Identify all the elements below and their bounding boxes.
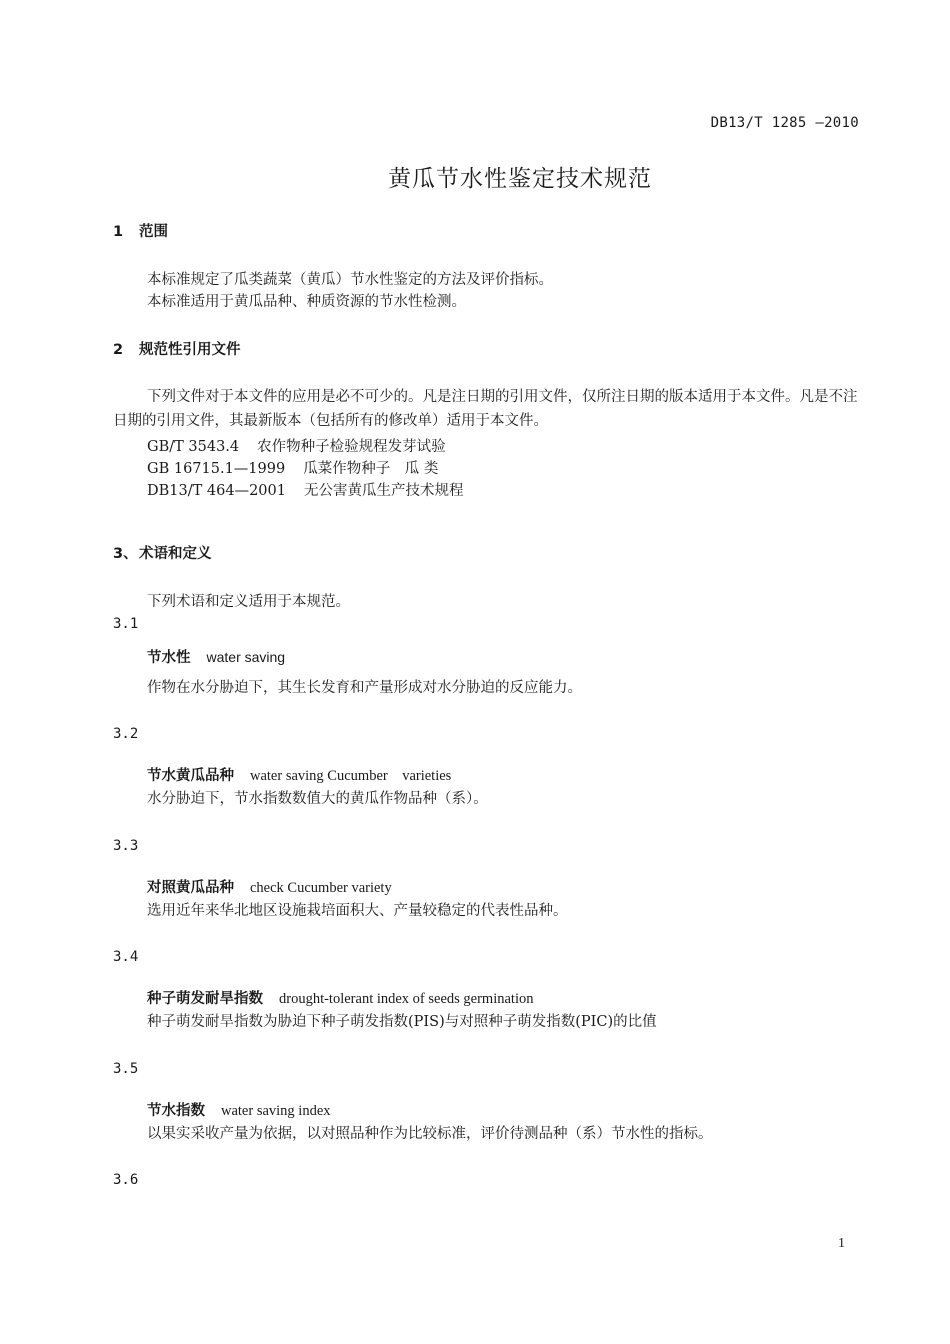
document-title: 黄瓜节水性鉴定技术规范 [388,166,652,192]
term-heading [147,764,451,785]
term-zh: 节水指数 [147,1103,205,1119]
subsection-number: 3.1 [113,616,139,632]
subsection-number: 3.2 [113,726,139,742]
term-en: water saving index [221,1103,331,1119]
term-definition: 种子萌发耐旱指数为胁迫下种子萌发指数(PIS)与对照种子萌发指数(PIC)的比值 [147,1014,657,1030]
reference-item [147,457,438,478]
term-zh: 节水黄瓜品种 [147,768,234,784]
reference-code: GB/T 3543.4 [147,439,240,455]
term-definition: 作物在水分胁迫下，其生长发育和产量形成对水分胁迫的反应能力。 [147,680,582,696]
term-en: check Cucumber variety [250,880,392,896]
section-title: 规范性引用文件 [139,342,241,358]
section-number: 2 [113,342,124,358]
term-zh: 种子萌发耐旱指数 [147,991,263,1007]
section-title: 术语和定义 [139,546,212,562]
reference-item [147,479,463,500]
subsection-number: 3.4 [113,949,139,965]
subsection-number: 3.6 [113,1172,139,1188]
section-number: 1 [113,224,124,240]
reference-title: 瓜菜作物种子 瓜 类 [303,461,439,477]
subsection-number: 3.5 [113,1061,139,1077]
section-3-heading [113,542,212,563]
term-heading [147,646,285,667]
term-definition: 选用近年来华北地区设施栽培面积大、产量较稳定的代表性品种。 [147,903,568,919]
section-2-heading [113,338,241,359]
term-en: water saving Cucumber varieties [250,768,452,784]
term-heading [147,876,392,897]
term-heading [147,1099,331,1120]
page-number: 1 [838,1236,845,1251]
reference-title: 农作物种子检验规程发芽试验 [257,439,446,455]
term-zh: 节水性 [147,650,191,666]
term-en: drought-tolerant index of seeds germination [279,991,534,1007]
reference-code: GB 16715.1—1999 [147,461,286,477]
term-definition: 水分胁迫下，节水指数数值大的黄瓜作物品种（系）。 [147,791,488,807]
term-zh: 对照黄瓜品种 [147,880,234,896]
scope-paragraph-2: 本标准适用于黄瓜品种、种质资源的节水性检测。 [147,294,466,310]
term-en: water saving [206,649,286,665]
standard-code: DB13/T 1285 —2010 [710,115,859,131]
scope-paragraph-1: 本标准规定了瓜类蔬菜（黄瓜）节水性鉴定的方法及评价指标。 [147,272,553,288]
terms-intro: 下列术语和定义适用于本规范。 [147,594,350,610]
reference-title: 无公害黄瓜生产技术规程 [303,483,464,499]
subsection-number: 3.3 [113,838,139,854]
section-1-heading [113,220,168,241]
section-title: 范围 [139,224,168,240]
term-heading [147,987,534,1008]
references-intro: 下列文件对于本文件的应用是必不可少的。凡是注日期的引用文件，仅所注日期的版本适用于本文件。凡是不注日期的引用文件，其最新版本（包括所有的修改单）适用于本文件。 [113,389,858,429]
term-definition: 以果实采收产量为依据，以对照品种作为比较标准，评价待测品种（系）节水性的指标。 [147,1126,713,1142]
section-number: 3、 [113,546,138,562]
reference-code: DB13/T 464—2001 [147,483,286,499]
reference-item [147,435,446,456]
